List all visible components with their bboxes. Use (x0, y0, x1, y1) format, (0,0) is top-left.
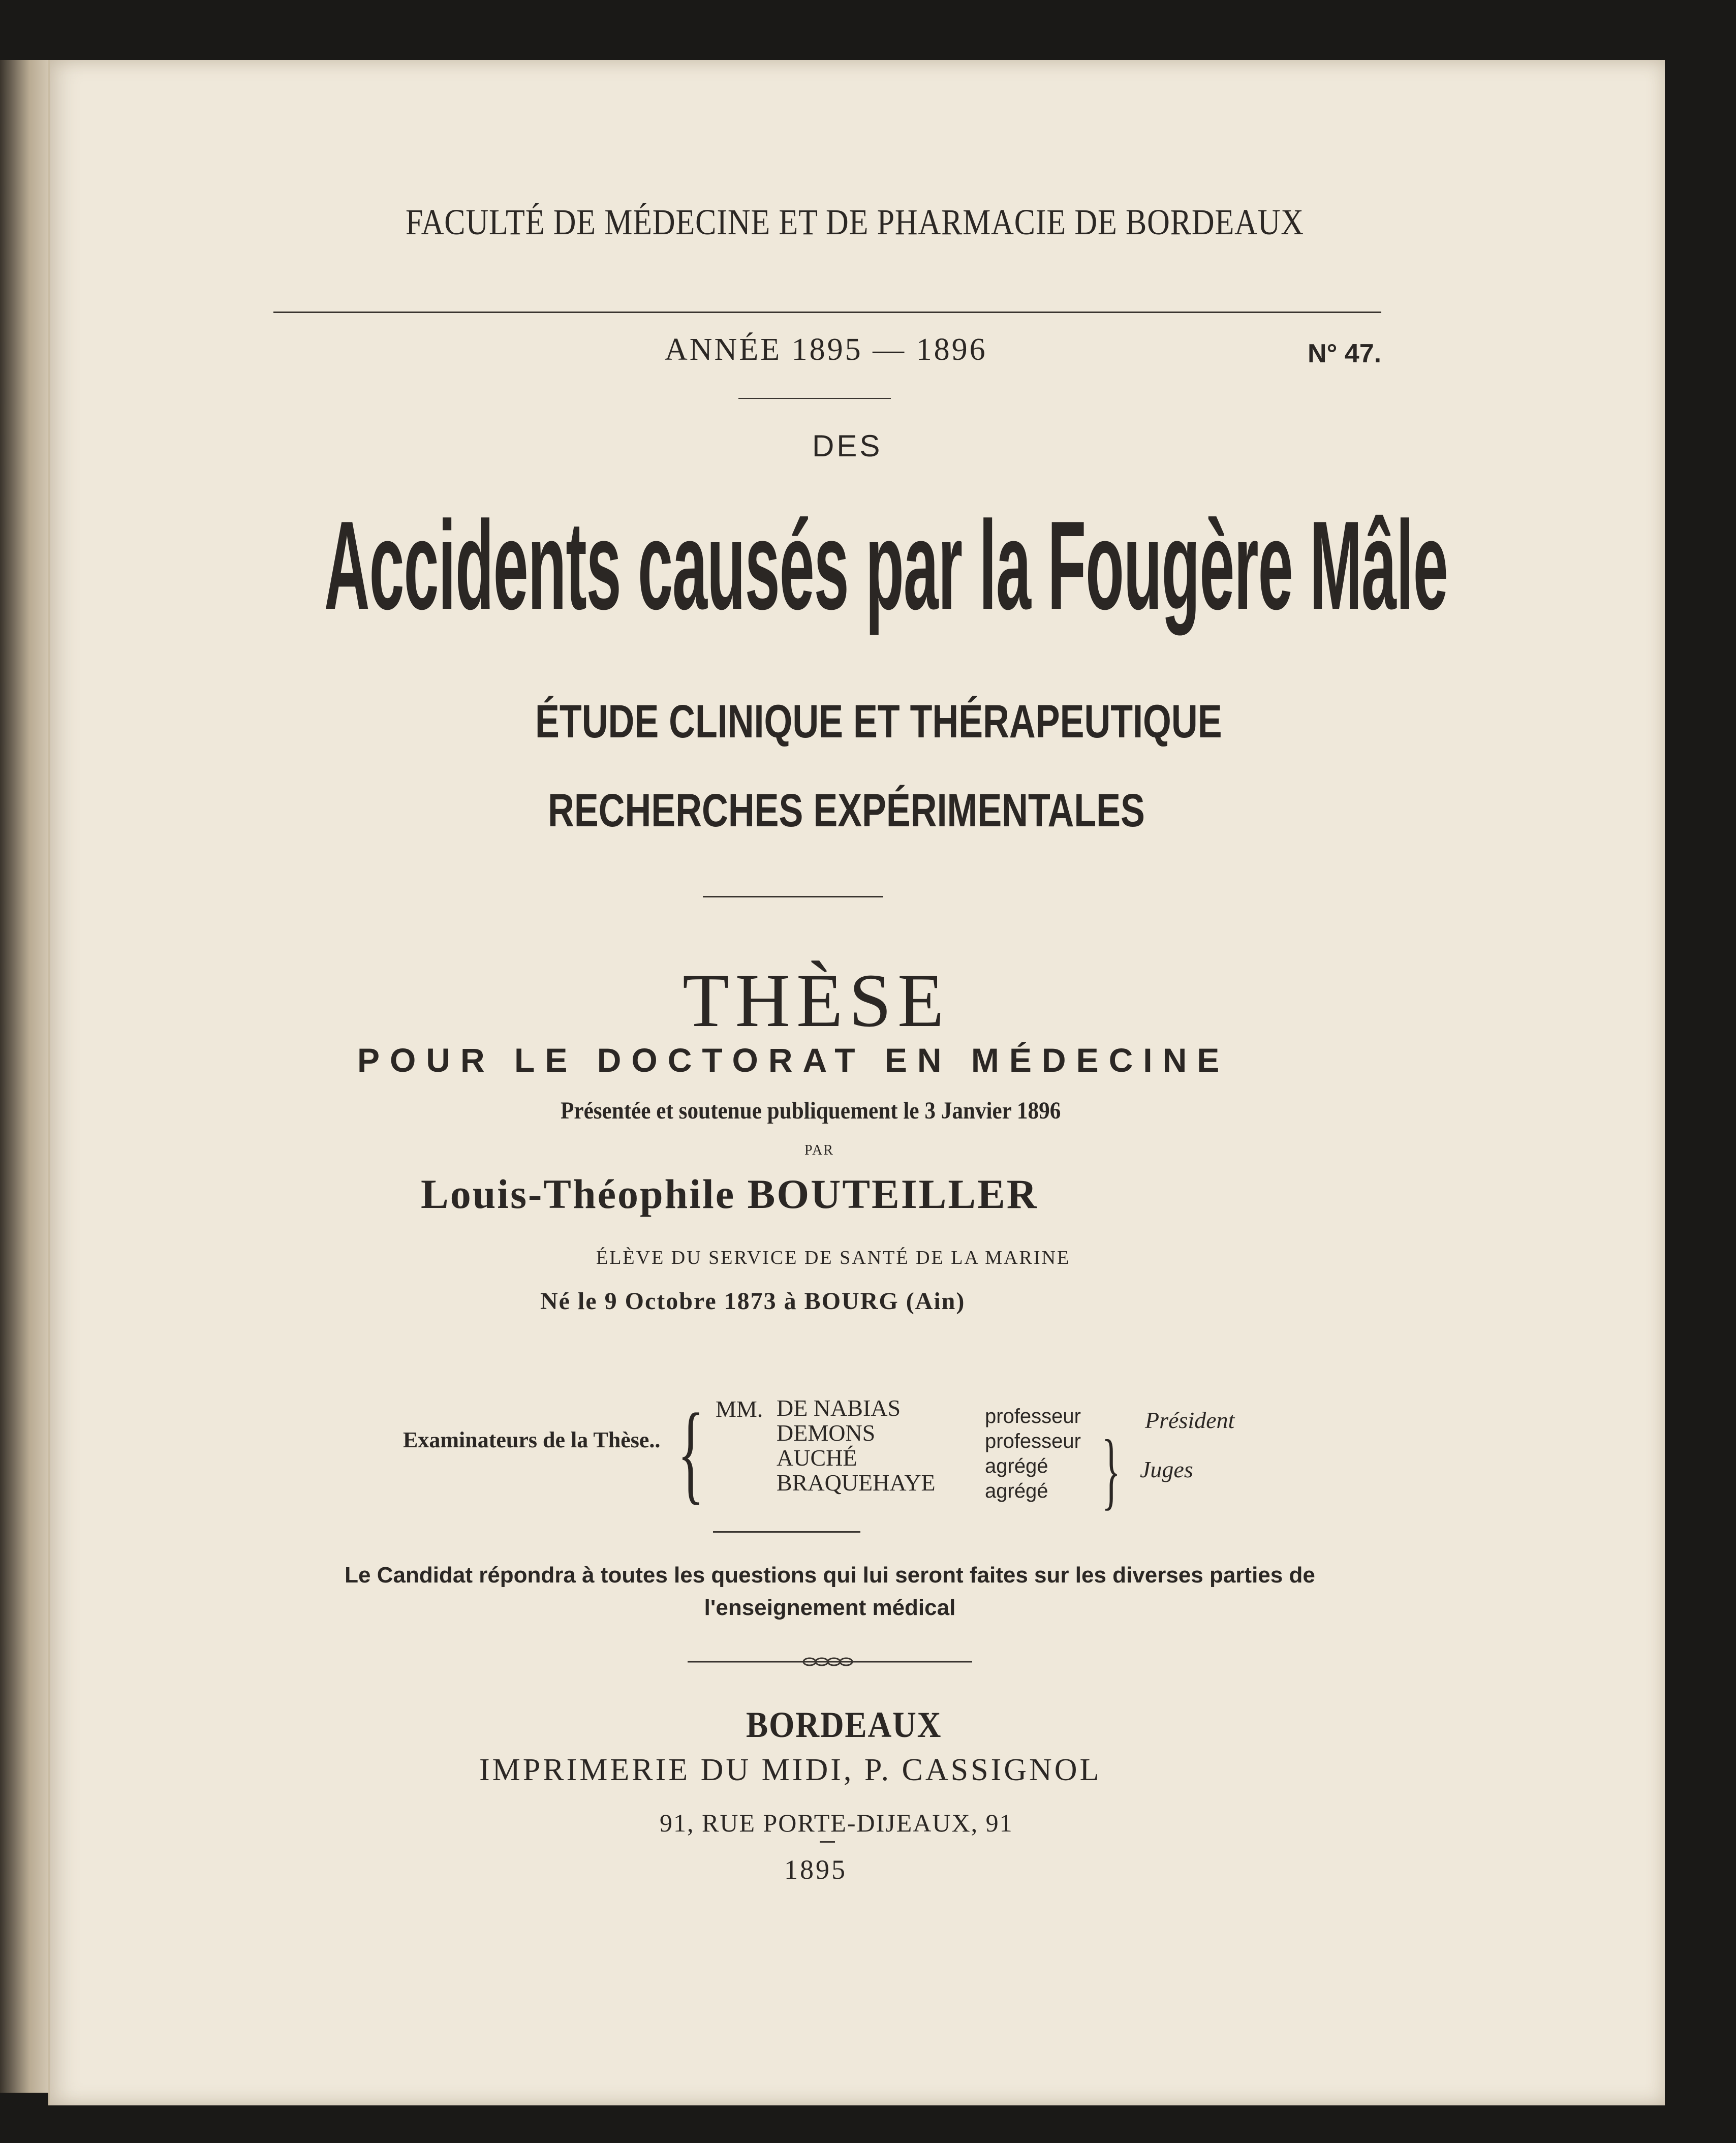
faculty-heading: FACULTÉ DE MÉDECINE ET DE PHARMACIE DE BORDEAUX (406, 202, 1304, 242)
author-birth: Né le 9 Octobre 1873 à BOURG (Ain) (540, 1288, 966, 1315)
imprint-city: BORDEAUX (746, 1704, 942, 1745)
author-name: Louis-Théophile BOUTEILLER (421, 1171, 1038, 1217)
examiner-title: professeur (985, 1430, 1081, 1452)
examiner-title: agrégé (985, 1455, 1048, 1477)
examiners-mm: MM. (716, 1396, 763, 1422)
examiner-name: AUCHÉ (777, 1445, 857, 1471)
tiny-rule (820, 1841, 835, 1843)
par-label: PAR (804, 1142, 834, 1158)
role-president: Président (1145, 1407, 1235, 1433)
ornamental-rule (688, 1656, 972, 1668)
examiner-title: agrégé (985, 1480, 1048, 1502)
left-brace: { (677, 1390, 704, 1514)
short-rule-top (738, 398, 891, 399)
presentation-date: Présentée et soutenue publiquement le 3 Janvier 1896 (561, 1097, 1061, 1124)
thesis-number: N° 47. (1308, 339, 1382, 368)
title-page (48, 60, 1665, 2105)
candidate-notice: Le Candidat répondra à toutes les questions qui lui seront faites sur les diverses parties de l'enseignement médical (345, 1563, 1315, 1620)
main-title: Accidents causés par la Fougère Mâle (324, 494, 1448, 636)
header-rule (273, 312, 1381, 313)
imprint-address: 91, RUE PORTE-DIJEAUX, 91 (660, 1809, 1013, 1837)
short-rule-lower (713, 1531, 860, 1533)
academic-year: ANNÉE 1895 — 1896 (665, 332, 987, 367)
subtitle-clinical: ÉTUDE CLINIQUE ET THÉRAPEUTIQUE (535, 696, 1222, 748)
these-heading: THÈSE (683, 958, 950, 1043)
examiner-names (777, 1395, 936, 1495)
examiner-name: DE NABIAS (777, 1395, 901, 1421)
examiner-name: DEMONS (777, 1420, 876, 1446)
imprint-printer: IMPRIMERIE DU MIDI, P. CASSIGNOL (479, 1753, 1102, 1787)
title-des: DES (812, 429, 883, 463)
doctorat-line: POUR LE DOCTORAT EN MÉDECINE (357, 1041, 1230, 1079)
role-juges: Juges (1140, 1456, 1193, 1482)
short-rule-middle (703, 896, 883, 897)
examiner-title: professeur (985, 1405, 1081, 1427)
author-affiliation: ÉLÈVE DU SERVICE DE SANTÉ DE LA MARINE (596, 1247, 1071, 1268)
examiners-label: Examinateurs de la Thèse.. (403, 1427, 661, 1452)
examiner-titles (985, 1404, 1081, 1504)
imprint-year: 1895 (784, 1854, 847, 1885)
examiner-name: BRAQUEHAYE (777, 1470, 936, 1496)
right-brace: } (1102, 1422, 1121, 1518)
subtitle-experimental: RECHERCHES EXPÉRIMENTALES (548, 785, 1145, 836)
